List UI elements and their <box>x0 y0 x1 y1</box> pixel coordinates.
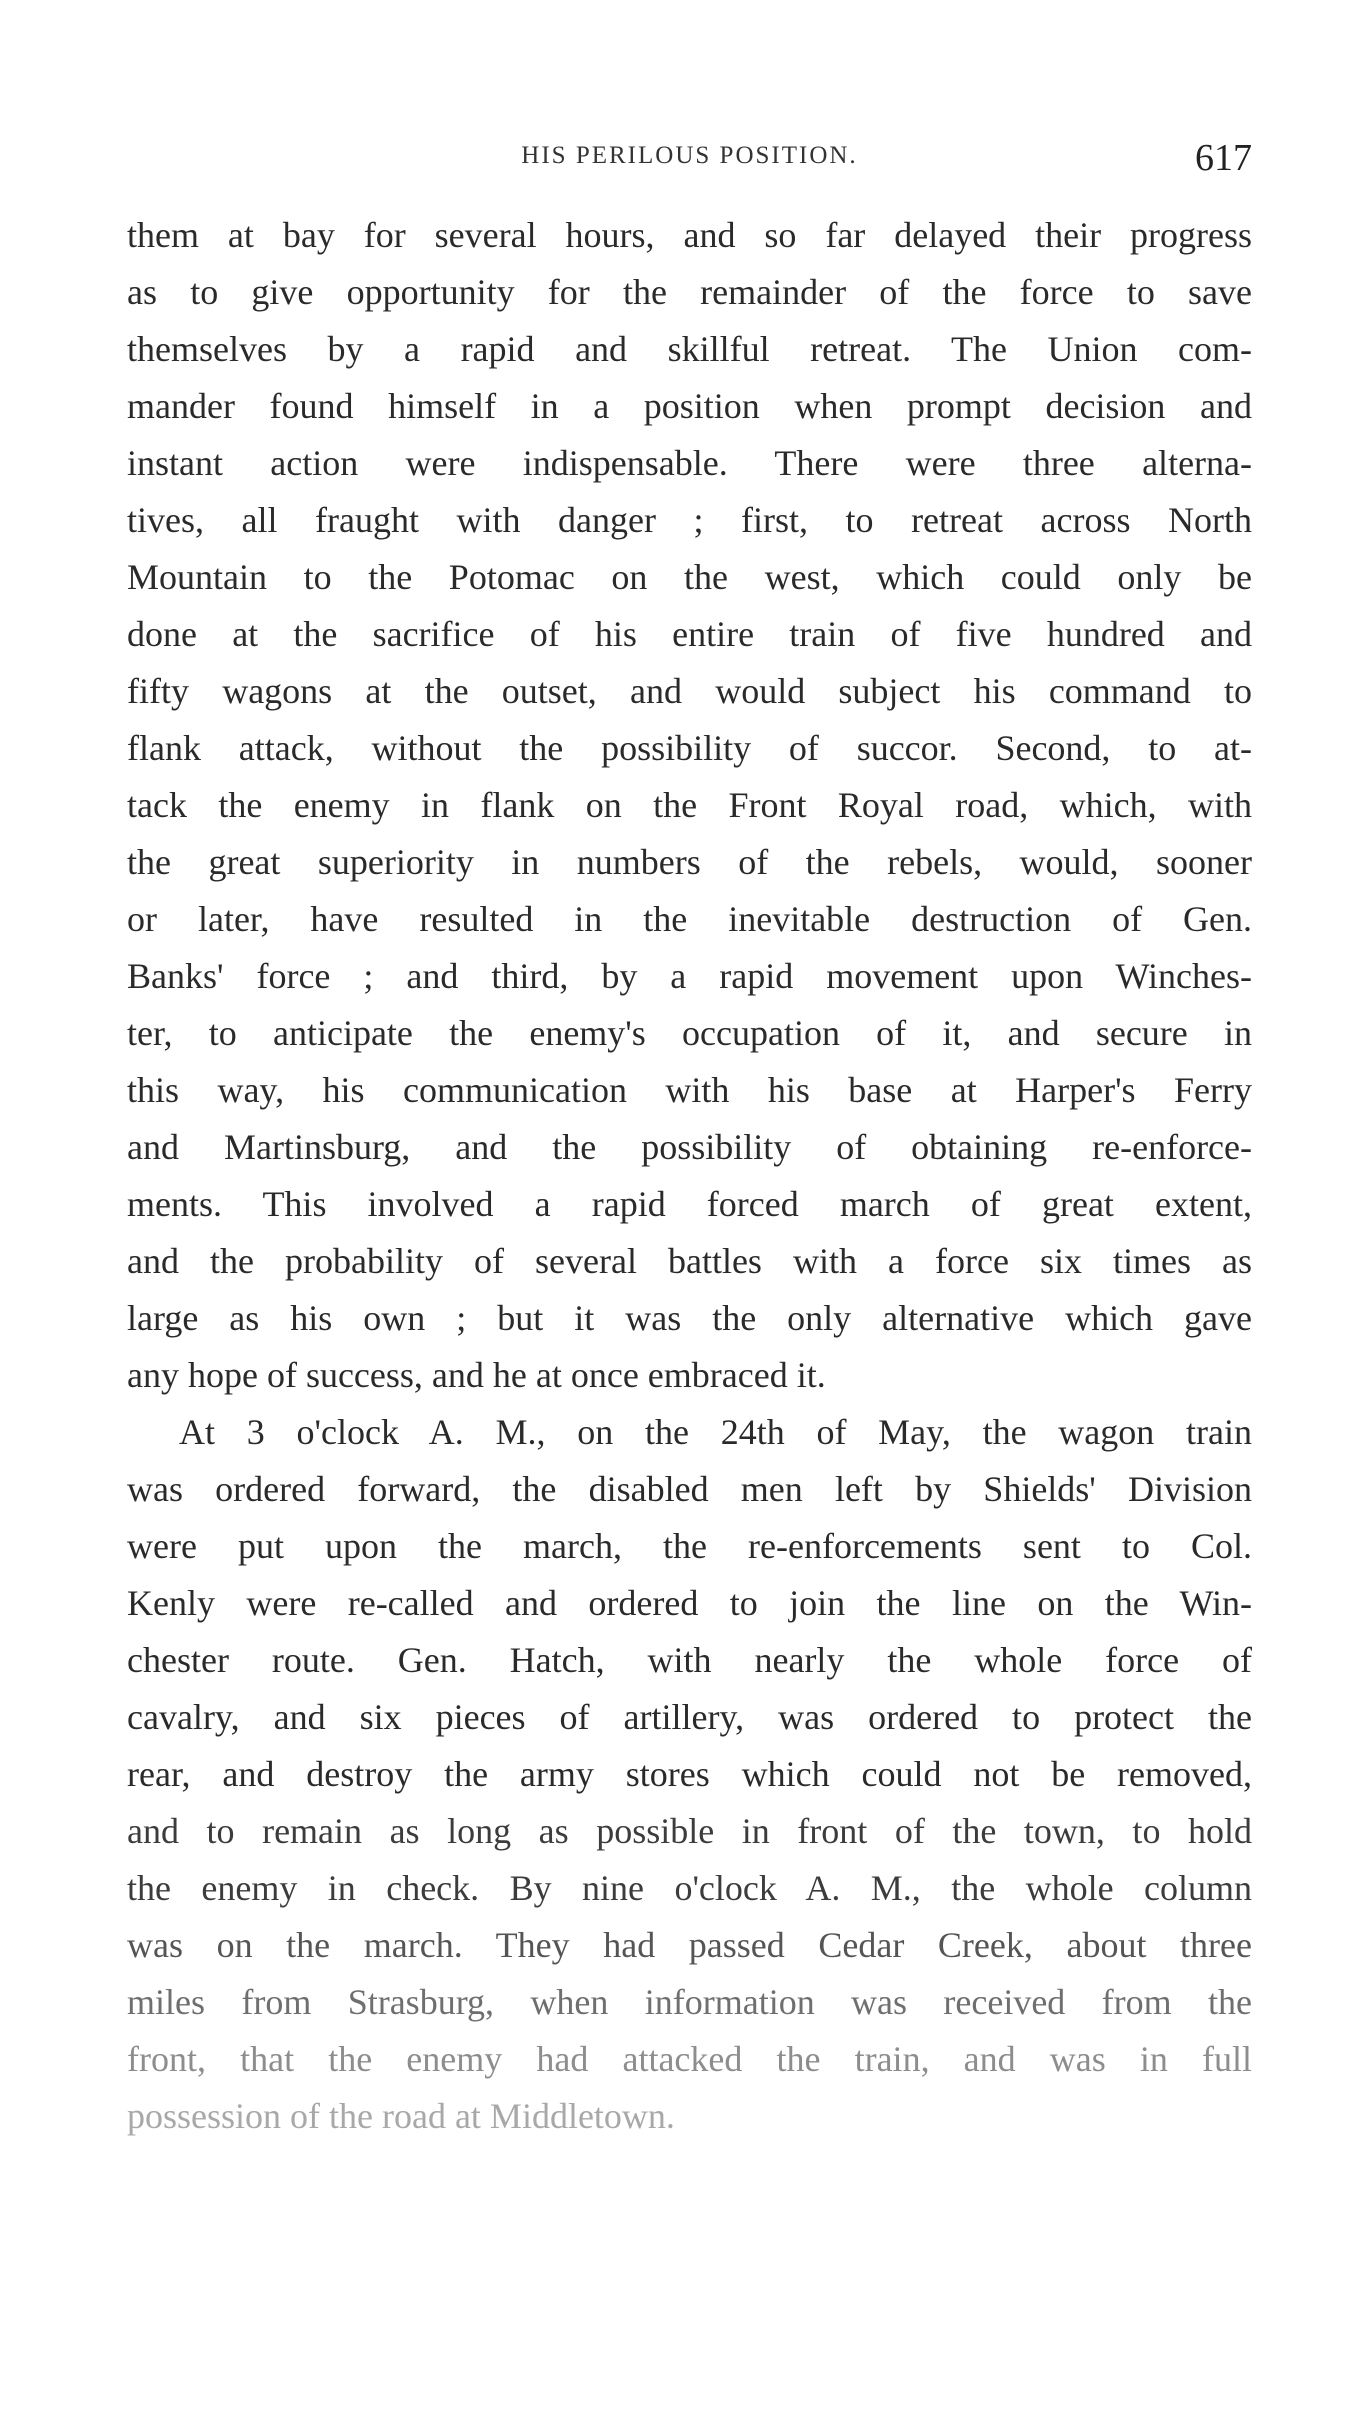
text-line: mander found himself in a position when prompt decision and <box>127 386 1252 426</box>
text-line: instant action were indispensable. There were three alterna- <box>127 443 1252 483</box>
text-line: front, that the enemy had attacked the train, and was in full <box>127 2039 1252 2079</box>
text-line: ter, to anticipate the enemy's occupation of it, and secure in <box>127 1013 1252 1053</box>
text-line: done at the sacrifice of his entire train of five hundred and <box>127 614 1252 654</box>
body-text <box>127 207 1252 2145</box>
text-line: as to give opportunity for the remainder of the force to save <box>127 272 1252 312</box>
text-line: tives, all fraught with danger ; first, to retreat across North <box>127 500 1252 540</box>
text-line: was on the march. They had passed Cedar Creek, about three <box>127 1925 1252 1965</box>
text-line: and the probability of several battles with a force six times as <box>127 1241 1252 1281</box>
running-head <box>127 136 1252 186</box>
text-line: and to remain as long as possible in front of the town, to hold <box>127 1811 1252 1851</box>
text-line: rear, and destroy the army stores which could not be removed, <box>127 1754 1252 1794</box>
text-line: fifty wagons at the outset, and would subject his command to <box>127 671 1252 711</box>
text-line: this way, his communication with his base at Harper's Ferry <box>127 1070 1252 1110</box>
text-line: and Martinsburg, and the possibility of obtaining re-enforce- <box>127 1127 1252 1167</box>
text-line: were put upon the march, the re-enforcements sent to Col. <box>127 1526 1252 1566</box>
text-line: cavalry, and six pieces of artillery, was ordered to protect the <box>127 1697 1252 1737</box>
text-line: flank attack, without the possibility of succor. Second, to at- <box>127 728 1252 768</box>
text-line: Banks' force ; and third, by a rapid movement upon Winches- <box>127 956 1252 996</box>
paragraph-end-line: possession of the road at Middletown. <box>127 2096 675 2136</box>
text-line: the enemy in check. By nine o'clock A. M., the whole column <box>127 1868 1252 1908</box>
text-line: large as his own ; but it was the only alternative which gave <box>127 1298 1252 1338</box>
text-line: them at bay for several hours, and so far delayed their progress <box>127 215 1252 255</box>
paragraph-first-line: At 3 o'clock A. M., on the 24th of May, the wagon train <box>179 1412 1252 1452</box>
text-line: or later, have resulted in the inevitable destruction of Gen. <box>127 899 1252 939</box>
text-line: themselves by a rapid and skillful retreat. The Union com- <box>127 329 1252 369</box>
text-line: tack the enemy in flank on the Front Royal road, which, with <box>127 785 1252 825</box>
text-line: Mountain to the Potomac on the west, which could only be <box>127 557 1252 597</box>
text-line: ments. This involved a rapid forced march of great extent, <box>127 1184 1252 1224</box>
running-title: HIS PERILOUS POSITION. <box>521 142 858 169</box>
text-line: miles from Strasburg, when information was received from the <box>127 1982 1252 2022</box>
paragraph-end-line: any hope of success, and he at once embraced it. <box>127 1355 826 1395</box>
text-line: Kenly were re-called and ordered to join the line on the Win- <box>127 1583 1252 1623</box>
text-line: was ordered forward, the disabled men left by Shields' Division <box>127 1469 1252 1509</box>
text-line: chester route. Gen. Hatch, with nearly the whole force of <box>127 1640 1252 1680</box>
page-number: 617 <box>1195 137 1252 179</box>
text-line: the great superiority in numbers of the rebels, would, sooner <box>127 842 1252 882</box>
